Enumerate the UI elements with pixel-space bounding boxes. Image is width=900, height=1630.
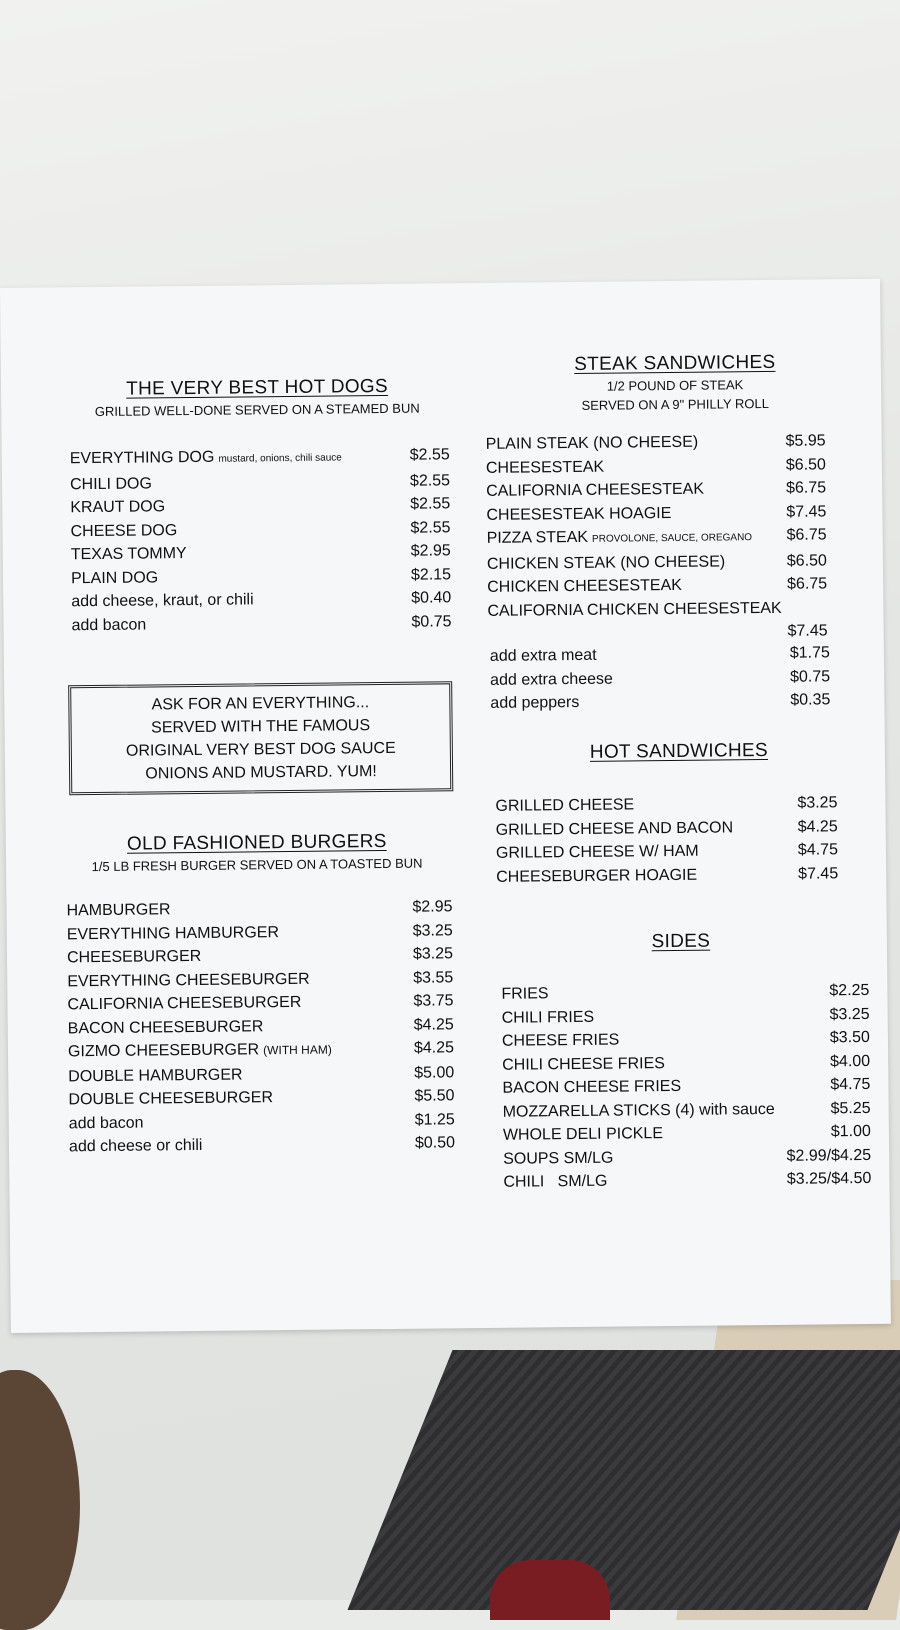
list-item	[486, 476, 826, 503]
list-item	[69, 1131, 455, 1159]
steak-section	[525, 351, 826, 414]
item-name: PLAIN DOG	[70, 568, 159, 587]
list-item	[487, 596, 827, 623]
item-name: CALIFORNIA CHEESEBURGER	[67, 993, 302, 1014]
item-name: TEXAS TOMMY	[70, 545, 187, 564]
item-name: add peppers	[490, 693, 580, 712]
item-price: $6.75	[787, 575, 828, 593]
steak-extras-list	[490, 641, 831, 715]
item-name: CHICKEN CHEESESTEAK	[487, 576, 682, 596]
item-note: mustard, onions, chili sauce	[218, 452, 342, 465]
item-price: $3.55	[413, 968, 454, 987]
item-price: $3.25/$4.50	[786, 1169, 872, 1188]
item-name: add bacon	[68, 1114, 144, 1132]
item-price: $2.95	[410, 542, 451, 560]
burgers-title: OLD FASHIONED BURGERS	[126, 830, 387, 855]
item-price: $2.55	[410, 495, 451, 513]
item-name: add cheese, kraut, or chili	[71, 591, 254, 611]
item-price: $2.55	[410, 518, 451, 537]
hot-sandwiches-title: HOT SANDWICHES	[589, 739, 769, 763]
list-item	[503, 1167, 871, 1194]
steak-subtitle-1: 1/2 POUND OF STEAK	[606, 377, 744, 394]
hot-dogs-subtitle: GRILLED WELL-DONE SERVED ON A STEAMED BUN	[94, 400, 420, 420]
item-price: $4.75	[830, 1075, 871, 1094]
item-price: $5.00	[414, 1063, 455, 1082]
callout-line: ASK FOR AN EVERYTHING...	[151, 694, 370, 714]
list-item	[486, 453, 826, 480]
list-item	[495, 791, 837, 818]
callout-line: ONIONS AND MUSTARD. YUM!	[145, 763, 377, 783]
list-item	[71, 610, 451, 637]
burgers-list	[66, 895, 455, 1159]
item-price: $0.40	[411, 589, 452, 607]
item-price: $3.25	[412, 945, 454, 963]
list-item	[487, 572, 827, 599]
item-price: $4.00	[830, 1052, 871, 1070]
list-item	[490, 688, 830, 715]
hot-sandwiches-list	[495, 791, 838, 889]
item-name: HAMBURGER	[66, 901, 171, 920]
item-name: CALIFORNIA CHEESESTEAK	[486, 480, 705, 500]
list-item	[487, 549, 827, 576]
item-name: GRILLED CHEESE W/ HAM	[495, 842, 699, 862]
item-name: BACON CHEESE FRIES	[502, 1077, 682, 1097]
item-name: add cheese or chili	[68, 1136, 203, 1156]
item-name: CHILI FRIES	[501, 1008, 595, 1027]
list-item	[486, 429, 826, 456]
item-price: $5.25	[830, 1099, 871, 1117]
item-name: FRIES	[501, 985, 549, 1003]
item-price: $6.50	[785, 455, 826, 474]
item-name: CHEESESTEAK HOAGIE	[486, 504, 672, 524]
item-name: CHEESE FRIES	[501, 1031, 620, 1050]
item-price: $4.75	[797, 841, 839, 859]
item-name: EVERYTHING HAMBURGER	[66, 923, 280, 943]
item-price: $6.75	[786, 479, 827, 497]
item-name: WHOLE DELI PICKLE	[502, 1125, 664, 1144]
item-price: $1.75	[789, 644, 830, 662]
item-name: PIZZA STEAK	[486, 528, 589, 547]
sides-title: SIDES	[651, 930, 711, 953]
item-price: $1.00	[830, 1122, 871, 1141]
item-price: $6.75	[786, 526, 827, 544]
item-price: $3.50	[829, 1028, 870, 1047]
item-name: DOUBLE CHEESEBURGER	[68, 1089, 274, 1109]
hot-dogs-list	[70, 443, 452, 637]
item-price: $0.75	[789, 667, 831, 686]
item-name: DOUBLE HAMBURGER	[68, 1066, 243, 1085]
list-item	[490, 665, 830, 692]
item-price: $0.35	[790, 691, 831, 709]
item-price: $7.45	[787, 622, 828, 640]
item-name: CHEESEBURGER HOAGIE	[496, 866, 698, 886]
list-item	[490, 641, 830, 668]
floor-object	[490, 1560, 610, 1620]
item-name: CHICKEN STEAK (NO CHEESE)	[486, 552, 726, 573]
hot-dogs-section	[67, 375, 447, 420]
item-price: $2.99/$4.25	[786, 1146, 872, 1165]
item-price: $3.25	[829, 1005, 870, 1023]
everything-callout-box	[68, 681, 453, 795]
callout-line: ORIGINAL VERY BEST DOG SAUCE	[125, 739, 396, 760]
item-price: $2.95	[412, 898, 453, 916]
item-name: GRILLED CHEESE AND BACON	[495, 818, 734, 839]
item-price: $5.95	[785, 432, 826, 450]
item-price: $2.55	[409, 446, 450, 464]
item-name: add extra cheese	[490, 670, 613, 689]
item-price: $6.50	[786, 551, 827, 570]
item-name: CHILI DOG	[69, 474, 152, 493]
item-name: CALIFORNIA CHICKEN CHEESESTEAK	[487, 599, 782, 620]
item-note: (WITH HAM)	[263, 1042, 332, 1058]
item-price: $2.15	[410, 565, 452, 584]
item-price: $4.25	[797, 817, 838, 836]
list-item	[486, 500, 826, 527]
burgers-section	[62, 830, 452, 875]
item-price: $4.25	[413, 1015, 454, 1034]
item-price: $4.25	[413, 1039, 455, 1057]
item-name: CHEESE DOG	[70, 521, 178, 540]
item-name: CHILI SM/LG	[503, 1172, 608, 1191]
item-price: $0.75	[411, 612, 452, 631]
steak-list	[486, 429, 828, 646]
item-name: BACON CHEESEBURGER	[67, 1017, 264, 1037]
hot-sandwiches-section	[529, 739, 829, 764]
sides-section	[531, 929, 831, 954]
steak-subtitle-2: SERVED ON A 9" PHILLY ROLL	[581, 395, 770, 413]
item-name: GIZMO CHEESEBURGER	[67, 1041, 260, 1061]
list-item	[70, 443, 450, 472]
hot-dogs-title: THE VERY BEST HOT DOGS	[126, 375, 389, 400]
item-note: PROVOLONE, SAUCE, OREGANO	[591, 532, 753, 545]
item-name: KRAUT DOG	[70, 498, 166, 517]
item-name: CHEESESTEAK	[485, 458, 605, 477]
menu-sheet	[0, 279, 891, 1333]
item-name: GRILLED CHEESE	[495, 796, 635, 815]
item-price: $7.45	[786, 502, 827, 521]
item-price: $7.45	[798, 864, 839, 883]
item-name: SOUPS SM/LG	[503, 1149, 614, 1168]
item-price: $5.50	[414, 1087, 455, 1105]
item-price: $3.25	[412, 921, 453, 940]
item-price: $2.55	[409, 471, 451, 490]
item-price: $1.25	[414, 1110, 455, 1129]
item-price: $0.50	[414, 1134, 456, 1152]
list-item	[487, 523, 827, 552]
item-name: EVERYTHING DOG	[69, 448, 215, 468]
item-name: MOZZARELLA STICKS (4) with sauce	[502, 1100, 775, 1121]
item-name: add extra meat	[489, 646, 597, 665]
list-item	[496, 862, 838, 889]
item-name: CHILI CHEESE FRIES	[502, 1054, 665, 1074]
callout-line: SERVED WITH THE FAMOUS	[151, 717, 371, 737]
item-name: add bacon	[71, 615, 147, 634]
list-item	[496, 815, 838, 842]
list-item	[496, 838, 838, 865]
item-name: EVERYTHING CHEESEBURGER	[67, 970, 310, 990]
item-price: $2.25	[829, 981, 870, 1000]
item-name: PLAIN STEAK (NO CHEESE)	[485, 433, 699, 453]
sides-list	[501, 979, 871, 1194]
item-price: $3.75	[413, 992, 454, 1010]
item-name: CHEESEBURGER	[66, 947, 202, 967]
item-price: $3.25	[797, 794, 838, 812]
burgers-subtitle: 1/5 LB FRESH BURGER SERVED ON A TOASTED BUN	[91, 855, 423, 875]
steak-title: STEAK SANDWICHES	[574, 351, 776, 375]
